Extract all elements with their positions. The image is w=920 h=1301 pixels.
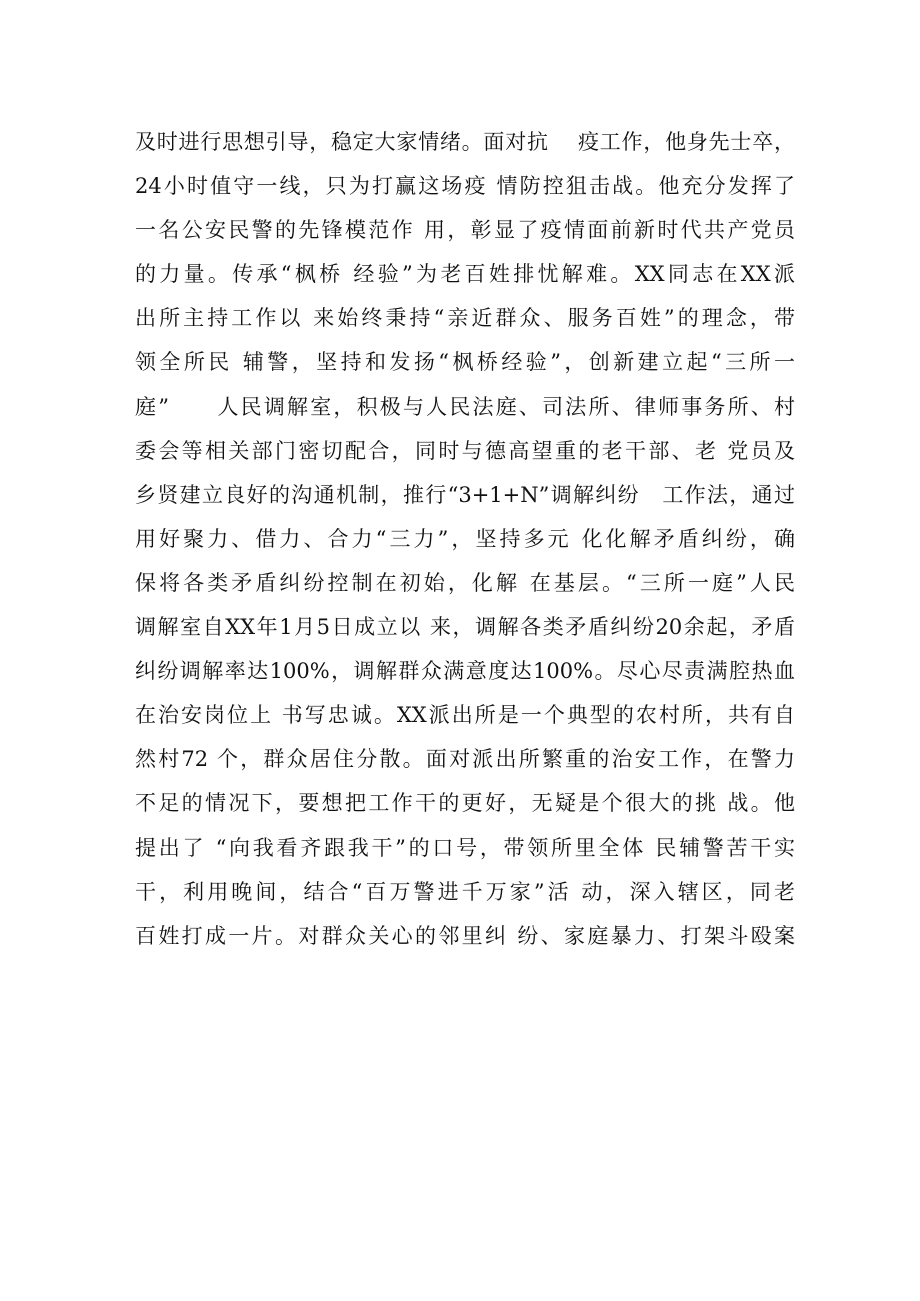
text-line: 在治安岗位上 书写忠诚。XX派出所是一个典型的农村所，共有自 xyxy=(135,703,795,728)
text-line: 调解室自XX年1月5日成立以 来，调解各类矛盾纠纷20余起，矛盾 xyxy=(135,615,795,640)
text-line: 一名公安民警的先锋模范作 用，彰显了疫情面前新时代共产党员 xyxy=(135,218,795,243)
text-line: 24小时值守一线，只为打赢这场疫 情防控狙击战。他充分发挥了 xyxy=(135,174,795,199)
text-line: 百姓打成一片。对群众关心的邻里纠 纷、家庭暴力、打架斗殴案 xyxy=(135,923,795,948)
text-line: 然村72 个，群众居住分散。面对派出所繁重的治安工作，在警力 xyxy=(135,747,795,772)
text-line: 不足的情况下，要想把工作干的更好，无疑是个很大的挑 战。他 xyxy=(135,791,795,816)
text-line: 提出了 “向我看齐跟我干”的口号，带领所里全体 民辅警苦干实 xyxy=(135,835,795,860)
text-line: 纠纷调解率达100%，调解群众满意度达100%。尽心尽责满腔热血 xyxy=(135,659,795,684)
text-line: 庭” 人民调解室，积极与人民法庭、司法所、律师事务所、村 xyxy=(135,394,795,419)
text-line: 用好聚力、借力、合力“三力”，坚持多元 化化解矛盾纠纷，确 xyxy=(135,526,795,551)
text-line: 乡贤建立良好的沟通机制，推行“3+1+N”调解纠纷 工作法，通过 xyxy=(135,482,795,507)
body-text xyxy=(135,120,795,958)
text-line: 委会等相关部门密切配合，同时与德高望重的老干部、老 党员及 xyxy=(135,438,795,463)
text-line: 领全所民 辅警，坚持和发扬“枫桥经验”，创新建立起“三所一 xyxy=(135,350,795,375)
text-line: 及时进行思想引导，稳定大家情绪。面对抗 疫工作，他身先士卒， xyxy=(135,130,795,154)
text-line: 干，利用晚间，结合“百万警进千万家”活 动，深入辖区，同老 xyxy=(135,879,795,904)
text-line: 保将各类矛盾纠纷控制在初始，化解 在基层。“三所一庭”人民 xyxy=(135,570,795,595)
text-line: 出所主持工作以 来始终秉持“亲近群众、服务百姓”的理念，带 xyxy=(135,306,795,331)
text-line: 的力量。传承“枫桥 经验”为老百姓排忧解难。XX同志在XX派 xyxy=(135,262,795,287)
